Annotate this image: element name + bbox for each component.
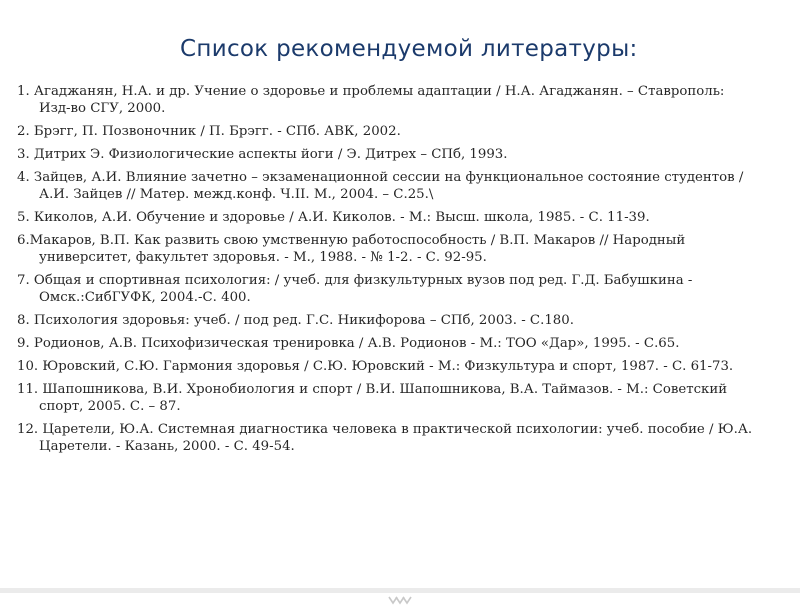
reference-item-6: 6.Макаров, В.П. Как развить свою умственную работоспособность / В.П. Макаров // Народный университет, факультет здоровья. - М., 1988. - № 1-2. - С. 92-95. [17, 233, 686, 265]
reference-list [17, 83, 757, 461]
reference-item-1: 1. Агаджанян, Н.А. и др. Учение о здоровье и проблемы адаптации / Н.А. Агаджанян. – Ставрополь: Изд-во СГУ, 2000. [17, 84, 725, 116]
slide-title: Список рекомендуемой литературы: [180, 36, 638, 62]
reference-item-7: 7. Общая и спортивная психология: / учеб. для физкультурных вузов под ред. Г.Д. Бабушкина - Омск.:СибГУФК, 2004.-С. 400. [17, 273, 693, 305]
slide-nav-chevrons [0, 590, 800, 600]
reference-item-5: 5. Киколов, А.И. Обучение и здоровье / А.И. Киколов. - М.: Высш. школа, 1985. - С. 11-39. [17, 210, 650, 225]
reference-item-11: 11. Шапошникова, В.И. Хронобиология и спорт / В.И. Шапошникова, В.А. Таймазов. - М.: Советский спорт, 2005. С. – 87. [17, 382, 728, 414]
chevron-down-icon [388, 596, 412, 605]
reference-item-2: 2. Брэгг, П. Позвоночник / П. Брэгг. - СПб. АВК, 2002. [17, 124, 401, 139]
reference-item-12: 12. Царетели, Ю.А. Системная диагностика человека в практической психологии: учеб. пособие / Ю.А. Царетели. - Казань, 2000. - С. 49-54. [17, 422, 753, 454]
reference-item-4: 4. Зайцев, А.И. Влияние зачетно – экзаменационной сессии на функциональное состояние студентов / А.И. Зайцев // Матер. межд.конф. Ч.II. М., 2004. – С.25.\ [17, 170, 744, 202]
reference-item-10: 10. Юровский, С.Ю. Гармония здоровья / С.Ю. Юровский - М.: Физкультура и спорт, 1987. - С. 61-73. [17, 359, 734, 374]
reference-item-3: 3. Дитрих Э. Физиологические аспекты йоги / Э. Дитрех – СПб, 1993. [17, 147, 508, 162]
reference-item-8: 8. Психология здоровья: учеб. / под ред. Г.С. Никифорова – СПб, 2003. - С.180. [17, 313, 574, 328]
reference-item-9: 9. Родионов, А.В. Психофизическая тренировка / А.В. Родионов - М.: ТОО «Дар», 1995. - С.65. [17, 336, 680, 351]
